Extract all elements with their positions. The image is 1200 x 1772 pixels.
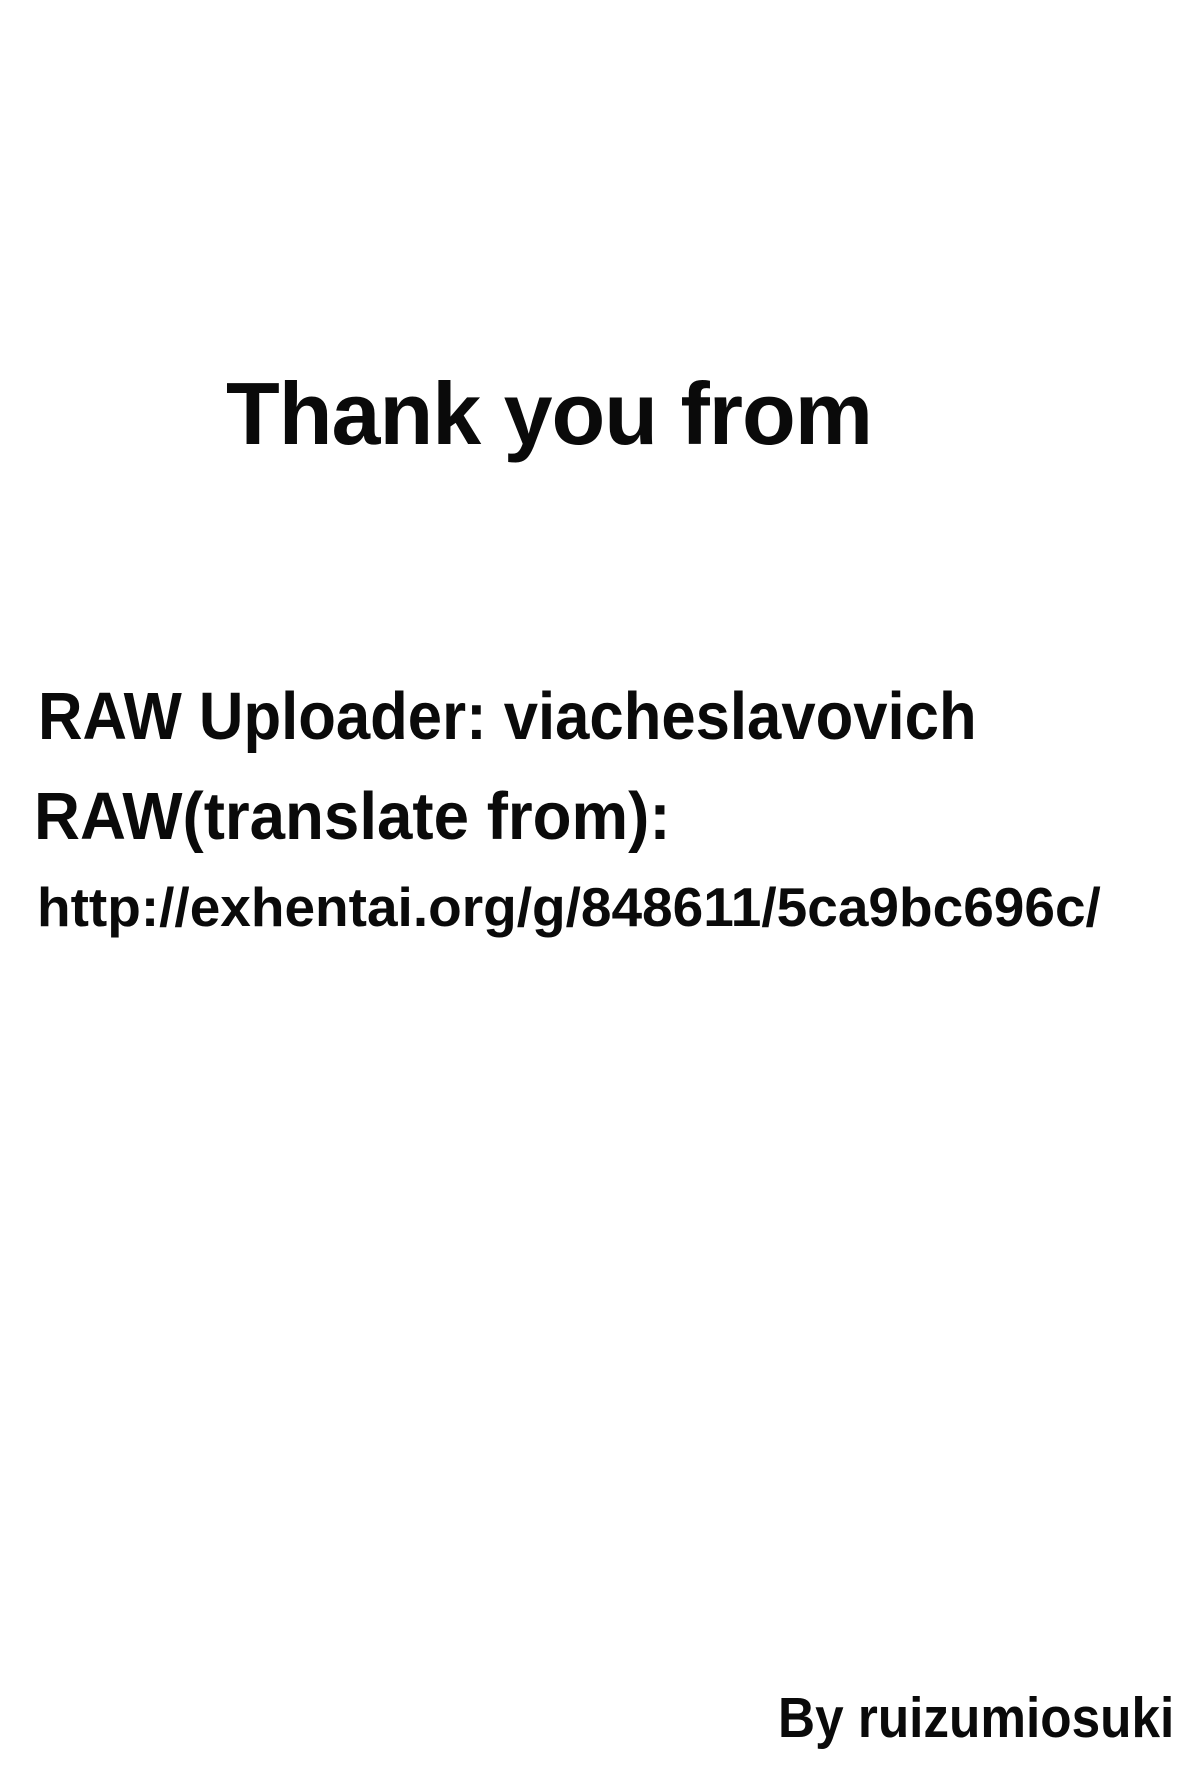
source-url-value: http://exhentai.org/g/848611/5ca9bc696c/ [37,876,1101,938]
raw-uploader-text: RAW Uploader: viacheslavovich [38,679,977,754]
raw-translate-label [34,779,704,854]
translator-credit [734,1686,1174,1750]
source-url-text [37,876,1101,938]
thank-you-heading [226,364,873,463]
thank-you-heading-text: Thank you from [226,364,873,463]
raw-translate-text: RAW(translate from): [34,779,671,854]
translator-credit-text: By ruizumiosuki [777,1686,1174,1750]
raw-uploader-line [38,679,1058,754]
